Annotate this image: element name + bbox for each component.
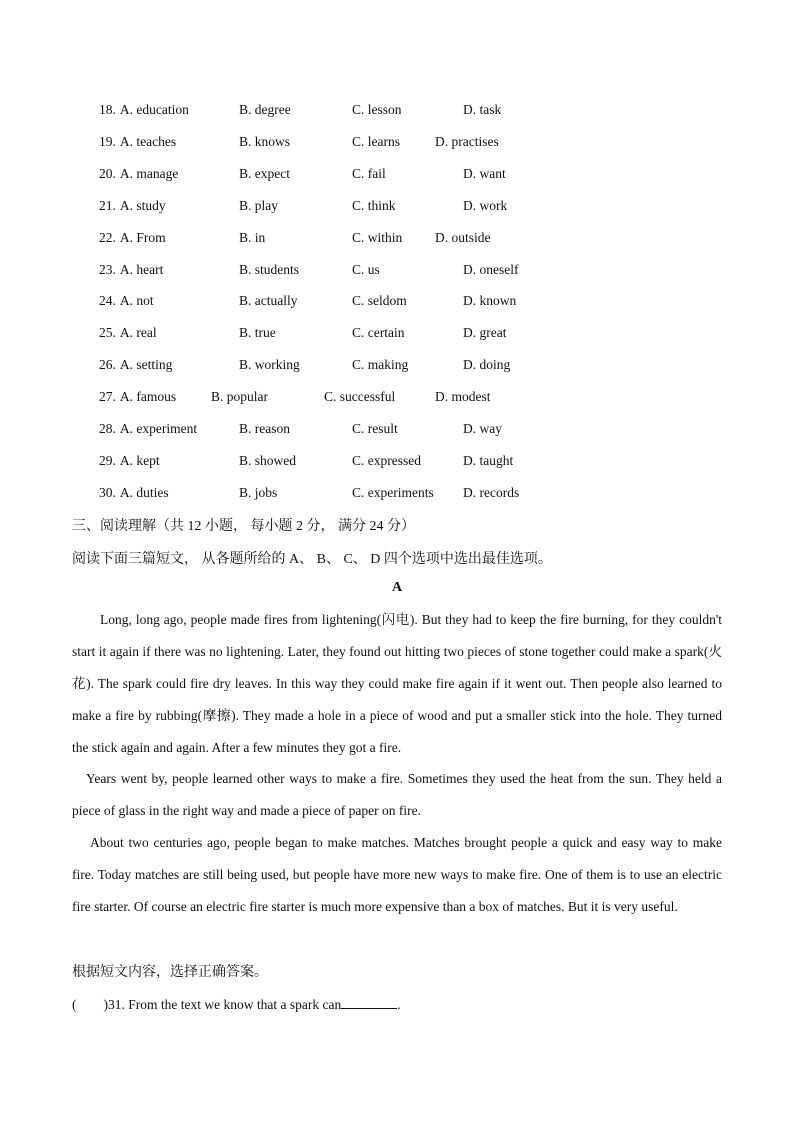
question-number: 25. xyxy=(99,325,116,341)
option-b[interactable]: B. expect xyxy=(239,165,290,181)
question-31 xyxy=(72,993,401,1013)
option-c[interactable]: C. certain xyxy=(352,325,405,341)
option-d[interactable]: D. records xyxy=(463,484,520,500)
option-a[interactable] xyxy=(99,198,166,214)
option-a[interactable] xyxy=(99,102,189,118)
option-b[interactable]: B. true xyxy=(239,325,276,341)
option-c[interactable]: C. successful xyxy=(324,389,396,405)
option-a-text: A. experiment xyxy=(119,421,198,436)
option-c[interactable]: C. think xyxy=(352,197,396,213)
option-c[interactable]: C. lesson xyxy=(352,102,402,117)
question-number: 29. xyxy=(99,452,116,468)
passage-title: A xyxy=(391,580,403,595)
section-instruction: 阅读下面三篇短文， 从各题所给的 A、 B、 C、 D 四个选项中选出最佳选项。 xyxy=(72,552,552,567)
option-a-text: A. real xyxy=(119,325,157,341)
option-b[interactable]: B. showed xyxy=(239,452,296,468)
question-number: 22. xyxy=(99,229,116,245)
option-b[interactable]: B. working xyxy=(239,357,300,373)
question-number: 21. xyxy=(99,197,116,213)
option-b[interactable]: B. jobs xyxy=(239,484,278,500)
option-c[interactable]: C. fail xyxy=(352,165,386,181)
option-a[interactable] xyxy=(99,134,176,150)
option-d[interactable]: D. taught xyxy=(463,452,514,468)
option-c[interactable]: C. seldom xyxy=(352,293,407,309)
question-number: 26. xyxy=(99,357,116,373)
answer-instruction: 根据短文内容，选择正确答案。 xyxy=(72,965,268,980)
option-c[interactable]: C. making xyxy=(352,357,409,373)
question-number: 28. xyxy=(99,421,116,436)
option-b[interactable]: B. reason xyxy=(239,421,290,436)
question-text: 31. From the text we know that a spark can xyxy=(108,997,342,1012)
option-b[interactable]: B. play xyxy=(239,197,278,213)
option-a-text: A. duties xyxy=(119,484,169,500)
option-a[interactable] xyxy=(99,262,163,278)
option-d[interactable]: D. want xyxy=(463,165,506,181)
option-a[interactable] xyxy=(99,325,157,341)
option-b[interactable]: B. popular xyxy=(211,389,268,405)
option-b[interactable]: B. in xyxy=(239,229,266,245)
option-d[interactable]: D. modest xyxy=(435,389,491,405)
option-a-text: A. manage xyxy=(119,165,179,181)
option-a-text: A. not xyxy=(119,293,154,309)
option-a[interactable] xyxy=(99,357,172,373)
option-d[interactable]: D. oneself xyxy=(463,261,519,277)
passage-paragraph-2: Years went by, people learned other ways to make a fire. Sometimes they used the heat from the sun. They held a piece of glass in the right way and made a piece of paper on fire. xyxy=(72,771,722,818)
option-a[interactable] xyxy=(99,293,154,309)
option-c[interactable]: C. us xyxy=(352,261,380,277)
option-a-text: A. teaches xyxy=(119,133,177,149)
option-b[interactable]: B. degree xyxy=(239,102,291,117)
answer-blank[interactable] xyxy=(341,996,397,1009)
option-c[interactable]: C. experiments xyxy=(352,484,434,500)
passage-paragraph-3: About two centuries ago, people began to make matches. Matches brought people a quick and easy way to make fire. Today matches are still being used, but people have more new ways to make fire. One of them is to use an electric fire starter. Of course an electric fire starter is much more expensive than a box of matches. But it is very useful. xyxy=(72,835,722,914)
option-d[interactable]: D. doing xyxy=(463,357,511,373)
option-c[interactable]: C. result xyxy=(352,421,398,436)
section-heading: 三、阅读理解（共 12 小题， 每小题 2 分， 满分 24 分） xyxy=(72,519,415,534)
option-a-text: A. famous xyxy=(119,389,177,405)
question-end: . xyxy=(397,997,401,1012)
question-number: 23. xyxy=(99,261,116,277)
option-a[interactable] xyxy=(99,485,169,501)
passage-paragraph-1: Long, long ago, people made fires from lightening(闪电). But they had to keep the fire burning, for they couldn't start it again if there was no lightening. Later, they found out hitting two pieces of stone together could make a spark(火花). The spark could fire dry leaves. In this way they could make fire again if it went out. Then people also learned to make a fire by rubbing(摩擦). They made a hole in a piece of wood and put a smaller stick into the hole. They turned the stick again and again. After a few minutes they got a fire. xyxy=(72,612,722,755)
question-number: 19. xyxy=(99,133,116,149)
option-a[interactable] xyxy=(99,389,176,405)
question-number: 27. xyxy=(99,389,116,405)
answer-paren[interactable]: ( ) xyxy=(72,997,108,1012)
option-a[interactable] xyxy=(99,166,178,182)
option-d[interactable]: D. known xyxy=(463,293,517,309)
option-a-text: A. From xyxy=(119,229,166,245)
option-a-text: A. setting xyxy=(119,357,173,373)
option-a-text: A. kept xyxy=(119,452,160,468)
option-c[interactable]: C. expressed xyxy=(352,452,421,468)
option-a-text: A. education xyxy=(119,102,189,117)
option-a[interactable] xyxy=(99,230,166,246)
option-d[interactable]: D. practises xyxy=(435,133,499,149)
option-d[interactable]: D. great xyxy=(463,325,507,341)
option-d[interactable]: D. outside xyxy=(435,229,491,245)
option-b[interactable]: B. actually xyxy=(239,293,298,309)
option-d[interactable]: D. task xyxy=(463,102,502,117)
option-b[interactable]: B. knows xyxy=(239,133,291,149)
question-number: 24. xyxy=(99,293,116,309)
option-d[interactable]: D. way xyxy=(463,421,502,436)
option-a[interactable] xyxy=(99,453,160,469)
question-number: 30. xyxy=(99,484,116,500)
option-b[interactable]: B. students xyxy=(239,261,300,277)
option-a-text: A. heart xyxy=(119,261,164,277)
option-c[interactable]: C. within xyxy=(352,229,403,245)
question-number: 20. xyxy=(99,165,116,181)
option-a[interactable] xyxy=(99,421,197,437)
option-d[interactable]: D. work xyxy=(463,197,508,213)
question-number: 18. xyxy=(99,102,116,117)
option-c[interactable]: C. learns xyxy=(352,133,400,149)
option-a-text: A. study xyxy=(119,197,166,213)
